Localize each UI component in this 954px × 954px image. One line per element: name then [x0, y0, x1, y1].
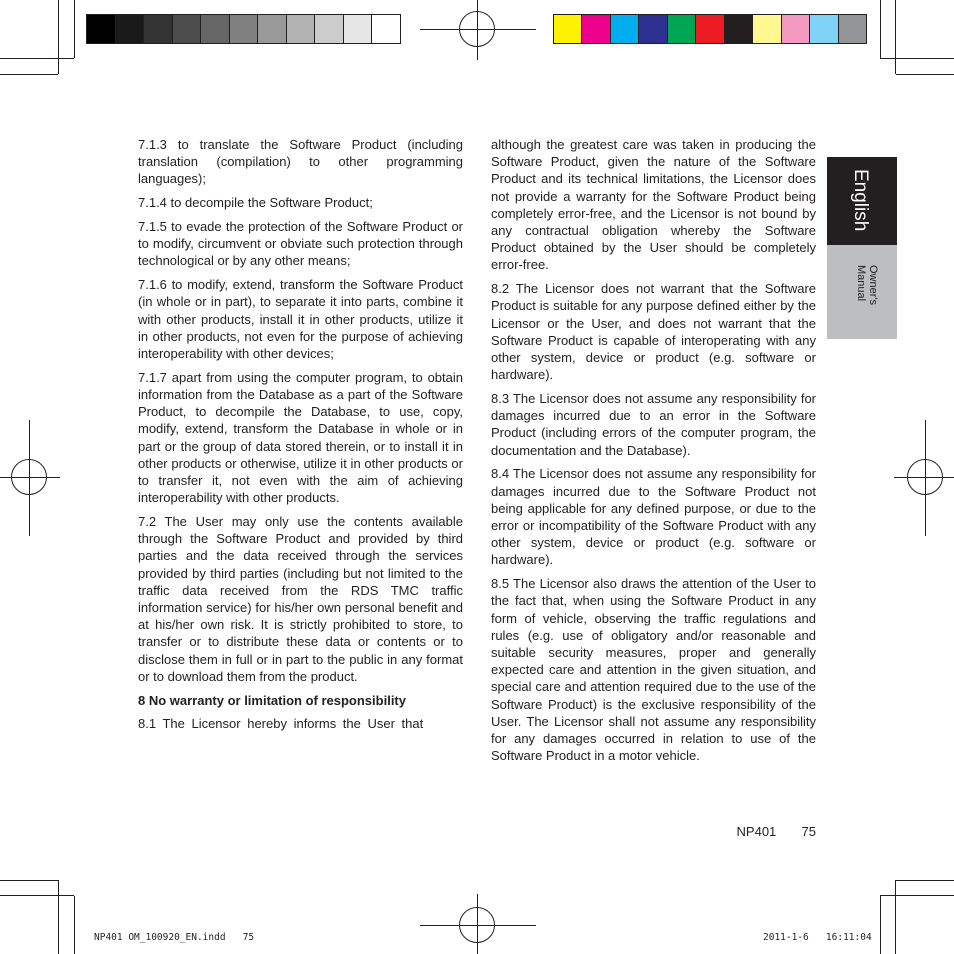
gray-swatch: [230, 15, 259, 43]
paragraph-8-5: 8.5 The Licensor also draws the attention of the User to the fact that, when using the Software Product in any form of vehicle, observing the traffic regulations and rules (e.g. use of obligatory and/or reasonable and suitable security measures, proper and generally expected care and attention in the given situation, and special care and attention required due to the use of the Software Product) is the exclusive responsibility of the User. The Licensor shall not assume any responsibility for any damages occurred in relation to use of the Software Product in a motor vehicle.: [491, 576, 816, 764]
section-heading: 8 No warranty or limitation of responsibility: [138, 692, 406, 708]
paragraph-8-1-cont: although the greatest care was taken in producing the Software Product, given the nature of the Software Product and its technical limitations, the Licensor does not provide a warranty for the Software Product being completely error-free, and the Licensor is not bound by any contractual obligation whereby the Software Product obtained by the User should be completely error-free.: [491, 137, 816, 273]
crop-mark-top-left-h: [0, 58, 74, 59]
page-number: 75: [801, 824, 816, 839]
crop-mark-bottom-left-h: [0, 895, 74, 896]
paragraph-7-1-6: 7.1.6 to modify, extend, transform the Software Product (in whole or in part), to separate it into parts, combine it with other products, install it in other products, utilize it in other products, not even for the purpose of achieving interoperability with other devices;: [138, 277, 463, 362]
paragraph-7-1-3: 7.1.3 to translate the Software Product (including translation (compilation) to other programming languages);: [138, 137, 463, 187]
gray-swatch: [344, 15, 373, 43]
process-color-swatch: [839, 15, 866, 43]
crop-mark-top-left-v2: [74, 0, 75, 58]
paragraph-8-3: 8.3 The Licensor does not assume any responsibility for damages incurred due to an error in the Software Product (including errors of the computer program, the documentation and the Database).: [491, 391, 816, 458]
process-color-swatch: [554, 15, 582, 43]
paragraph-8-4: 8.4 The Licensor does not assume any responsibility for damages incurred due to the Software Product not being applicable for any defined purpose, or due to the error or incompatibility of the Software Product with any other system, device or product (e.g. software or hardware).: [491, 466, 816, 568]
crop-mark-top-right-v: [895, 0, 896, 74]
crop-mark-bottom-right-v2: [880, 896, 881, 954]
crop-mark-bottom-right-h: [880, 895, 954, 896]
paragraph-7-1-4: 7.1.4 to decompile the Software Product;: [138, 195, 373, 211]
crop-mark-top-left-v: [58, 0, 59, 74]
crop-mark-bottom-right-v: [895, 880, 896, 954]
manual-tab: [827, 245, 897, 339]
gray-swatch: [287, 15, 316, 43]
slug-timestamp: 2011-1-6 16:11:04: [763, 932, 872, 943]
manual-label: [855, 265, 879, 305]
page-folio: [600, 824, 816, 839]
crop-mark-bottom-left-h2: [0, 880, 58, 881]
process-color-swatch: [582, 15, 610, 43]
paragraph-7-1-7: 7.1.7 apart from using the computer program, to obtain information from the Database as a part of the Software Product, to decompile the Database, to use, copy, modify, extend, transform the Database in whole or in part or the group of data stored therein, or to install it in other products or otherwise, utilize it in other products or to transfer it, not even with the aim of achieving interoperability with other products.: [138, 369, 463, 506]
process-color-swatch: [639, 15, 667, 43]
model-name: NP401: [736, 824, 777, 839]
process-color-swatch: [810, 15, 838, 43]
manual-label-line2: Manual: [855, 265, 867, 302]
paragraph-8-2: 8.2 The Licensor does not warrant that the Software Product is suitable for any purpose defined either by the Licensor or the User, and does not warrant that the Software Product is capable of interoperating with any other system, device or product (e.g. software or hardware).: [491, 281, 816, 383]
process-color-swatch: [611, 15, 639, 43]
grayscale-color-bar: [86, 14, 401, 44]
gray-swatch: [116, 15, 145, 43]
crop-mark-top-right-h2: [896, 74, 954, 75]
gray-swatch: [201, 15, 230, 43]
gray-swatch: [173, 15, 202, 43]
left-text-column: [138, 136, 463, 739]
paragraph-7-2: 7.2 The User may only use the contents available through the Software Product and provided by third parties and the data received through the services provided by third parties (including but not limited to the traffic data received from the RDS TMC traffic information service) for his/her own personal benefit and at his/her own risk. It is strictly prohibited to store, to transfer or to distribute these data or contents or to disclose them in full or in part to the public in any format or to download them from the product.: [138, 514, 463, 684]
crop-mark-bottom-right-h2: [896, 880, 954, 881]
crop-mark-top-right-v2: [880, 0, 881, 58]
language-tab: [827, 157, 897, 245]
right-text-column: [491, 136, 816, 771]
manual-label-line1: Owner's: [867, 265, 879, 305]
crop-mark-bottom-left-v2: [74, 896, 75, 954]
process-color-swatch: [696, 15, 724, 43]
paragraph-7-1-5: 7.1.5 to evade the protection of the Software Product or to modify, circumvent or obviate such protection through technological or by any other means;: [138, 219, 463, 269]
process-color-swatch: [668, 15, 696, 43]
gray-swatch: [144, 15, 173, 43]
process-color-swatch: [725, 15, 753, 43]
language-label: English: [850, 169, 871, 232]
crop-mark-top-right-h: [880, 58, 954, 59]
gray-swatch: [87, 15, 116, 43]
process-color-swatch: [753, 15, 781, 43]
process-color-bar: [553, 14, 867, 44]
paragraph-8-1-start: 8.1 The Licensor hereby informs the User that: [138, 716, 424, 732]
crop-mark-bottom-left-v: [58, 880, 59, 954]
gray-swatch: [315, 15, 344, 43]
gray-swatch: [372, 15, 400, 43]
slug-file-info: NP401 OM_100920_EN.indd 75: [94, 932, 255, 943]
crop-mark-top-left-h2: [0, 74, 58, 75]
gray-swatch: [258, 15, 287, 43]
process-color-swatch: [782, 15, 810, 43]
